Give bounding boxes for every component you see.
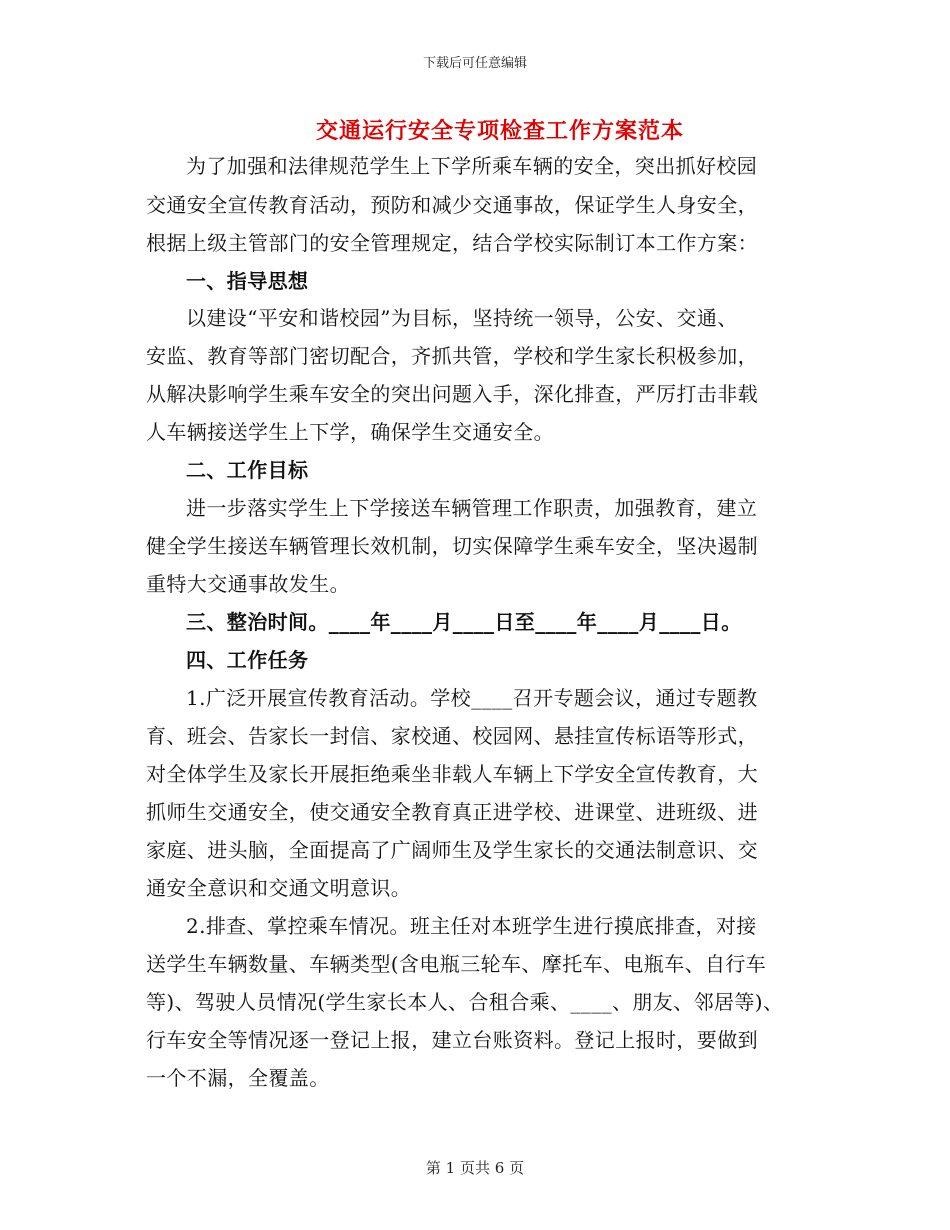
paragraph-line: 行车安全等情况逐一登记上报，建立台账资料。登记上报时，要做到: [146, 1028, 758, 1052]
document-title: 交通运行安全专项检查工作方案范本: [315, 118, 684, 144]
page-header-note: 下载后可任意编辑: [422, 56, 527, 71]
paragraph-line: 一个不漏，全覆盖。: [146, 1066, 330, 1090]
paragraph-line: 健全学生接送车辆管理长效机制，切实保障学生乘车安全，坚决遏制: [146, 534, 758, 558]
paragraph-line: 交通安全宣传教育活动，预防和减少交通事故，保证学生人身安全，: [146, 193, 758, 217]
paragraph-line: 家庭、进头脑，全面提高了广阔师生及学生家长的交通法制意识、交: [146, 838, 758, 862]
paragraph-line: 为了加强和法律规范学生上下学所乘车辆的安全，突出抓好校园: [186, 154, 758, 178]
paragraph-line: 育、班会、告家长一封信、家校通、校园网、悬挂宣传标语等形式，: [146, 724, 758, 748]
paragraph-line: 重特大交通事故发生。: [146, 572, 350, 596]
section-heading: 二、工作目标: [186, 458, 309, 482]
paragraph-line: 对全体学生及家长开展拒绝乘坐非载人车辆上下学安全宣传教育，大: [146, 762, 758, 786]
paragraph-line: 从解决影响学生乘车安全的突出问题入手，深化排查，严厉打击非载: [146, 382, 758, 406]
paragraph-line: 根据上级主管部门的安全管理规定，结合学校实际制订本工作方案：: [146, 231, 758, 255]
paragraph-line: 进一步落实学生上下学接送车辆管理工作职责，加强教育，建立: [186, 496, 758, 520]
paragraph-line: 通安全意识和交通文明意识。: [146, 876, 412, 900]
paragraph-line: 人车辆接送学生上下学，确保学生交通安全。: [146, 420, 554, 444]
page-number: 第 1 页共 6 页: [425, 1159, 525, 1177]
section-heading: 四、工作任务: [186, 648, 309, 672]
paragraph-line: 2.排查、掌控乘车情况。班主任对本班学生进行摸底排查，对接: [186, 914, 757, 938]
section-heading: 三、整治时间。____年____月____日至____年____月____日。: [186, 610, 742, 634]
section-heading: 一、指导思想: [186, 269, 309, 293]
paragraph-line: 送学生车辆数量、车辆类型(含电瓶三轮车、摩托车、电瓶车、自行车: [146, 952, 767, 976]
paragraph-line: 安监、教育等部门密切配合，齐抓共管，学校和学生家长积极参加，: [146, 344, 758, 368]
paragraph-line: 等)、驾驶人员情况(学生家长本人、合租合乘、____、朋友、邻居等)、: [146, 990, 784, 1014]
paragraph-line: 抓师生交通安全，使交通安全教育真正进学校、进课堂、进班级、进: [146, 800, 758, 824]
paragraph-line: 1.广泛开展宣传教育活动。学校____召开专题会议，通过专题教: [186, 686, 758, 710]
paragraph-line: 以建设“平安和谐校园”为目标，坚持统一领导，公安、交通、: [186, 306, 738, 330]
